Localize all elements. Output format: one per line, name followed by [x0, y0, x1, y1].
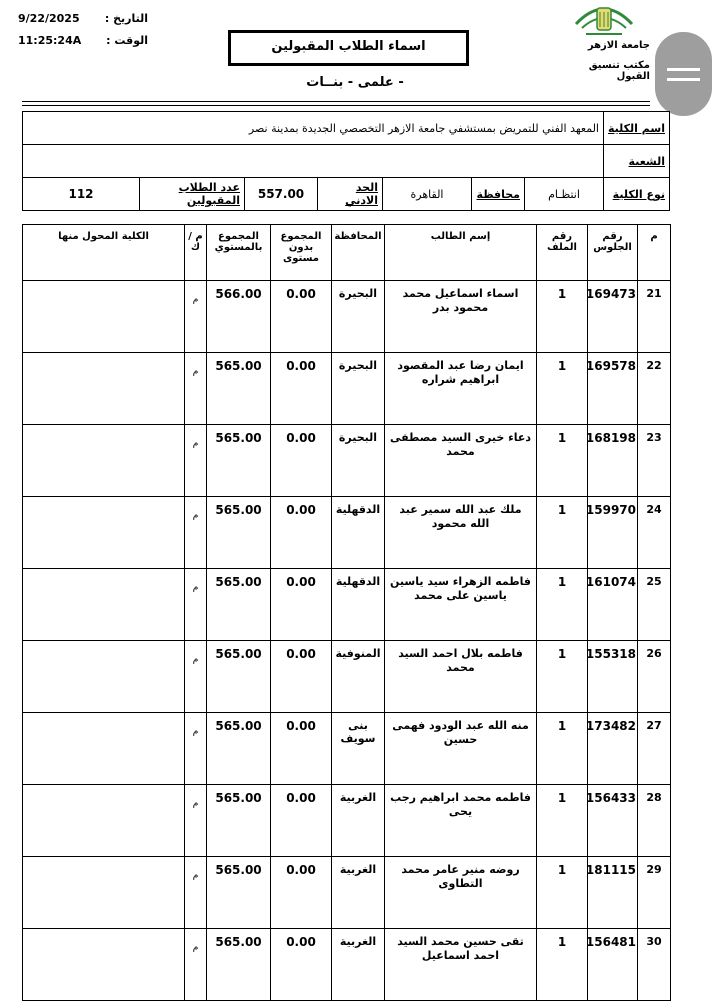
- file-number: 1: [537, 425, 588, 497]
- file-number: 1: [537, 641, 588, 713]
- total-level: 565.00: [207, 497, 271, 569]
- governorate: بنى سويف: [332, 713, 385, 785]
- col-idx: م: [638, 225, 671, 281]
- divider: [22, 101, 650, 102]
- total-no-level: 0.00: [271, 929, 332, 1001]
- table-row: [23, 713, 671, 785]
- file-number: 1: [537, 929, 588, 1001]
- seat-number: 156433: [588, 785, 638, 857]
- col-file: رقم الملف: [537, 225, 588, 281]
- mk-mark: م: [185, 713, 207, 785]
- table-row: [23, 497, 671, 569]
- table-row: [23, 281, 671, 353]
- mk-mark: م: [185, 497, 207, 569]
- type-value: انتظـام: [525, 178, 604, 211]
- total-no-level: 0.00: [271, 569, 332, 641]
- row-index: 23: [638, 425, 671, 497]
- type-label: نوع الكلية: [604, 178, 670, 211]
- time-row: [18, 34, 148, 47]
- row-index: 22: [638, 353, 671, 425]
- from-college: [23, 569, 185, 641]
- governorate: الغربية: [332, 785, 385, 857]
- col-total-no-level: المجموع بدون مستوى: [271, 225, 332, 281]
- total-level: 565.00: [207, 353, 271, 425]
- col-from-college: الكلية المحول منها: [23, 225, 185, 281]
- seat-number: 156481: [588, 929, 638, 1001]
- total-no-level: 0.00: [271, 713, 332, 785]
- total-no-level: 0.00: [271, 281, 332, 353]
- from-college: [23, 641, 185, 713]
- branch-value: [23, 145, 604, 178]
- from-college: [23, 353, 185, 425]
- row-index: 25: [638, 569, 671, 641]
- university-name: جامعة الازهر: [587, 40, 650, 51]
- governorate-label: محافظة: [472, 178, 525, 211]
- table-row: [23, 425, 671, 497]
- row-index: 29: [638, 857, 671, 929]
- col-mk: م / ك: [185, 225, 207, 281]
- row-index: 28: [638, 785, 671, 857]
- student-name: منه الله عبد الودود فهمى حسين: [385, 713, 537, 785]
- row-index: 26: [638, 641, 671, 713]
- menu-bar-icon: [667, 78, 700, 81]
- file-number: 1: [537, 713, 588, 785]
- row-index: 21: [638, 281, 671, 353]
- table-row: [23, 785, 671, 857]
- governorate: الغربية: [332, 857, 385, 929]
- file-number: 1: [537, 353, 588, 425]
- governorate: المنوفية: [332, 641, 385, 713]
- total-level: 565.00: [207, 929, 271, 1001]
- student-name: فاطمه الزهراء سيد ياسين ياسين على محمد: [385, 569, 537, 641]
- total-level: 565.00: [207, 785, 271, 857]
- governorate-value: القاهرة: [383, 178, 472, 211]
- from-college: [23, 857, 185, 929]
- governorate: البحيرة: [332, 281, 385, 353]
- student-name: دعاء خيرى السيد مصطفى محمد: [385, 425, 537, 497]
- count-value: 112: [23, 178, 140, 211]
- min-label: الحد الادني: [318, 178, 383, 211]
- from-college: [23, 785, 185, 857]
- row-index: 24: [638, 497, 671, 569]
- college-value: المعهد الفني للتمريض بمستشفي جامعة الازهر التخصصي الجديدة بمدينة نصر: [23, 112, 604, 145]
- students-table: [22, 224, 671, 1001]
- mk-mark: م: [185, 785, 207, 857]
- seat-number: 168198: [588, 425, 638, 497]
- file-number: 1: [537, 569, 588, 641]
- seat-number: 159970: [588, 497, 638, 569]
- menu-button[interactable]: [655, 32, 712, 116]
- total-level: 565.00: [207, 713, 271, 785]
- total-level: 565.00: [207, 641, 271, 713]
- seat-number: 181115: [588, 857, 638, 929]
- student-name: تقى حسين محمد السيد احمد اسماعيل: [385, 929, 537, 1001]
- page-title: اسماء الطلاب المقبولين: [228, 30, 469, 66]
- seat-number: 169578: [588, 353, 638, 425]
- divider: [22, 105, 650, 106]
- col-gov: المحافظة: [332, 225, 385, 281]
- total-level: 565.00: [207, 425, 271, 497]
- table-row: [23, 857, 671, 929]
- row-index: 27: [638, 713, 671, 785]
- total-level: 566.00: [207, 281, 271, 353]
- date-row: [18, 12, 148, 25]
- col-name: إسم الطالب: [385, 225, 537, 281]
- date-value: 9/22/2025: [18, 12, 80, 25]
- from-college: [23, 713, 185, 785]
- seat-number: 169473: [588, 281, 638, 353]
- date-label: التاريخ :: [104, 12, 148, 25]
- total-no-level: 0.00: [271, 425, 332, 497]
- total-no-level: 0.00: [271, 857, 332, 929]
- governorate: البحيرة: [332, 353, 385, 425]
- table-row: [23, 929, 671, 1001]
- file-number: 1: [537, 497, 588, 569]
- count-label: عدد الطلاب المقبولين: [140, 178, 245, 211]
- student-name: ملك عبد الله سمير عبد الله محمود: [385, 497, 537, 569]
- mk-mark: م: [185, 353, 207, 425]
- mk-mark: م: [185, 857, 207, 929]
- college-label: اسم الكلية: [604, 112, 670, 145]
- total-no-level: 0.00: [271, 353, 332, 425]
- mk-mark: م: [185, 929, 207, 1001]
- table-row: [23, 641, 671, 713]
- row-index: 30: [638, 929, 671, 1001]
- student-name: ايمان رضا عبد المقصود ابراهيم شراره: [385, 353, 537, 425]
- min-value: 557.00: [245, 178, 318, 211]
- office-name: مكتب تنسيق القبول: [588, 60, 650, 82]
- total-no-level: 0.00: [271, 785, 332, 857]
- menu-bar-icon: [667, 68, 700, 71]
- time-value: 11:25:24A: [18, 34, 82, 47]
- mk-mark: م: [185, 281, 207, 353]
- total-level: 565.00: [207, 569, 271, 641]
- governorate: الدقهلية: [332, 497, 385, 569]
- student-name: روضه منير عامر محمد التطاوى: [385, 857, 537, 929]
- seat-number: 161074: [588, 569, 638, 641]
- governorate: البحيرة: [332, 425, 385, 497]
- seat-number: 173482: [588, 713, 638, 785]
- time-label: الوقت :: [106, 34, 148, 47]
- seat-number: 155318: [588, 641, 638, 713]
- college-info-table: [22, 111, 670, 211]
- governorate: الدقهلية: [332, 569, 385, 641]
- from-college: [23, 497, 185, 569]
- page-subtitle: - علمى - بنــات: [306, 75, 404, 90]
- col-total-level: المجموع بالمستوي: [207, 225, 271, 281]
- file-number: 1: [537, 785, 588, 857]
- col-seat: رقم الجلوس: [588, 225, 638, 281]
- governorate: الغربية: [332, 929, 385, 1001]
- student-name: فاطمه محمد ابراهيم رجب يحى: [385, 785, 537, 857]
- university-logo-icon: [572, 2, 636, 40]
- student-name: فاطمه بلال احمد السيد محمد: [385, 641, 537, 713]
- total-no-level: 0.00: [271, 497, 332, 569]
- branch-label: الشعبة: [604, 145, 670, 178]
- student-name: اسماء اسماعيل محمد محمود بدر: [385, 281, 537, 353]
- table-row: [23, 353, 671, 425]
- mk-mark: م: [185, 425, 207, 497]
- from-college: [23, 929, 185, 1001]
- from-college: [23, 281, 185, 353]
- table-header-row: [23, 225, 671, 281]
- total-level: 565.00: [207, 857, 271, 929]
- mk-mark: م: [185, 641, 207, 713]
- table-row: [23, 569, 671, 641]
- total-no-level: 0.00: [271, 641, 332, 713]
- file-number: 1: [537, 281, 588, 353]
- file-number: 1: [537, 857, 588, 929]
- mk-mark: م: [185, 569, 207, 641]
- from-college: [23, 425, 185, 497]
